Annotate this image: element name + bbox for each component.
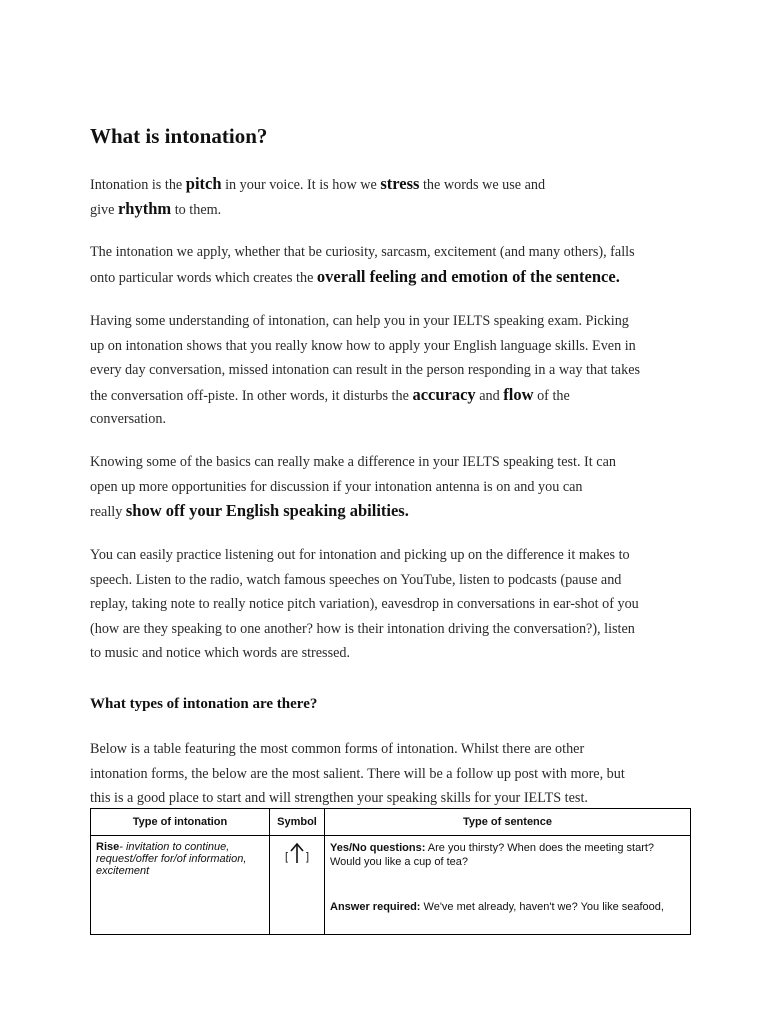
yes-no-examples-cont: Would you like a cup of tea? [330, 856, 468, 868]
section-heading: What types of intonation are there? [90, 696, 318, 712]
answer-required-line [330, 900, 685, 914]
table-cell-sentence [325, 836, 691, 935]
text-line: (how are they speaking to one another? how is their intonation driving the conversation?), listen [90, 620, 635, 637]
table-intro-paragraph [90, 737, 690, 811]
text-run: the conversation off-piste. In other words, it disturbs the [90, 387, 413, 404]
page-title: What is intonation? [90, 124, 268, 148]
text-run: really [90, 504, 126, 521]
emphasis-pitch: pitch [185, 174, 222, 193]
text-line [90, 499, 690, 524]
text-line: Knowing some of the basics can really make a difference in your IELTS speaking test. It can [90, 454, 616, 470]
text-run: onto particular words which creates the [90, 269, 317, 286]
column-header: Type of sentence [325, 809, 691, 836]
text-line: The intonation we apply, whether that be curiosity, sarcasm, excitement (and many others), falls [90, 244, 635, 260]
emphasis-accuracy: accuracy [412, 384, 476, 404]
emphasis-stress: stress [380, 174, 420, 193]
answer-required-label: Answer required: [330, 901, 421, 913]
text-run: in your voice. It is how we [221, 177, 381, 193]
text-line: this is a good place to start and will strengthen your speaking skills for your IELTS test. [90, 790, 588, 807]
text-line [90, 265, 690, 290]
text-run: the words we use and [419, 177, 546, 193]
text-run: give [90, 201, 118, 218]
emphasis-rhythm: rhythm [117, 198, 172, 218]
intonation-description: - invitation to continue, request/offer for/of information, excitement [96, 841, 247, 877]
yes-no-examples: Are you thirsty? When does the meeting start? [425, 842, 655, 854]
spacer [330, 869, 685, 900]
text-line: to music and notice which words are stressed. [90, 645, 351, 662]
text-line: replay, taking note to really notice pitch variation), eavesdrop in conversations in ear-shot of you [90, 596, 639, 613]
text-line: every day conversation, missed intonation can result in the person responding in a way that takes [90, 362, 641, 379]
bracket-close: ] [306, 851, 310, 863]
text-run: of the [533, 387, 570, 404]
text-run: Intonation is the [90, 177, 186, 193]
text-line: You can easily practice listening out for intonation and picking up on the difference it makes to [90, 547, 630, 563]
text-line: intonation forms, the below are the most salient. There will be a follow up post with more, but [90, 765, 625, 782]
column-header: Symbol [270, 809, 325, 836]
practice-paragraph [90, 543, 690, 666]
table-cell-type [91, 836, 270, 935]
emphasis-flow: flow [503, 384, 534, 404]
intonation-name: Rise [96, 841, 120, 853]
answer-required-examples: We've met already, haven't we? You like seafood, [420, 901, 664, 913]
text-line: Below is a table featuring the most common forms of intonation. Whilst there are other [90, 741, 585, 757]
text-run: to them. [171, 201, 222, 218]
table-header-row [91, 809, 691, 836]
text-run: and [475, 387, 504, 404]
table-cell-symbol [270, 836, 325, 935]
intonation-table [90, 808, 691, 935]
text-line: open up more opportunities for discussion if your intonation antenna is on and you can [90, 478, 583, 495]
column-header: Type of intonation [91, 809, 270, 836]
text-line: Having some understanding of intonation, can help you in your IELTS speaking exam. Picking [90, 313, 629, 329]
table-row [91, 836, 691, 935]
intro-line-2 [90, 197, 690, 222]
understanding-paragraph [90, 309, 690, 432]
intro-line-1 [90, 172, 690, 197]
text-line: speech. Listen to the radio, watch famous speeches on YouTube, listen to podcasts (pause and [90, 571, 622, 588]
application-paragraph [90, 240, 690, 289]
yes-no-line [330, 841, 685, 855]
emphasis-show-off: show off your English speaking abilities. [125, 501, 409, 521]
basics-paragraph [90, 450, 690, 524]
bracket-open: [ [284, 851, 288, 863]
yes-no-label: Yes/No questions: [330, 842, 426, 854]
up-arrow-icon [290, 842, 304, 864]
emphasis-overall-feeling: overall feeling and emotion of the sentence. [316, 266, 620, 286]
intro-paragraph [90, 172, 690, 221]
text-line: conversation. [90, 411, 167, 428]
text-line [90, 383, 690, 408]
rise-symbol [285, 842, 309, 864]
text-line: up on intonation shows that you really know how to apply your English language skills. Even in [90, 337, 636, 354]
